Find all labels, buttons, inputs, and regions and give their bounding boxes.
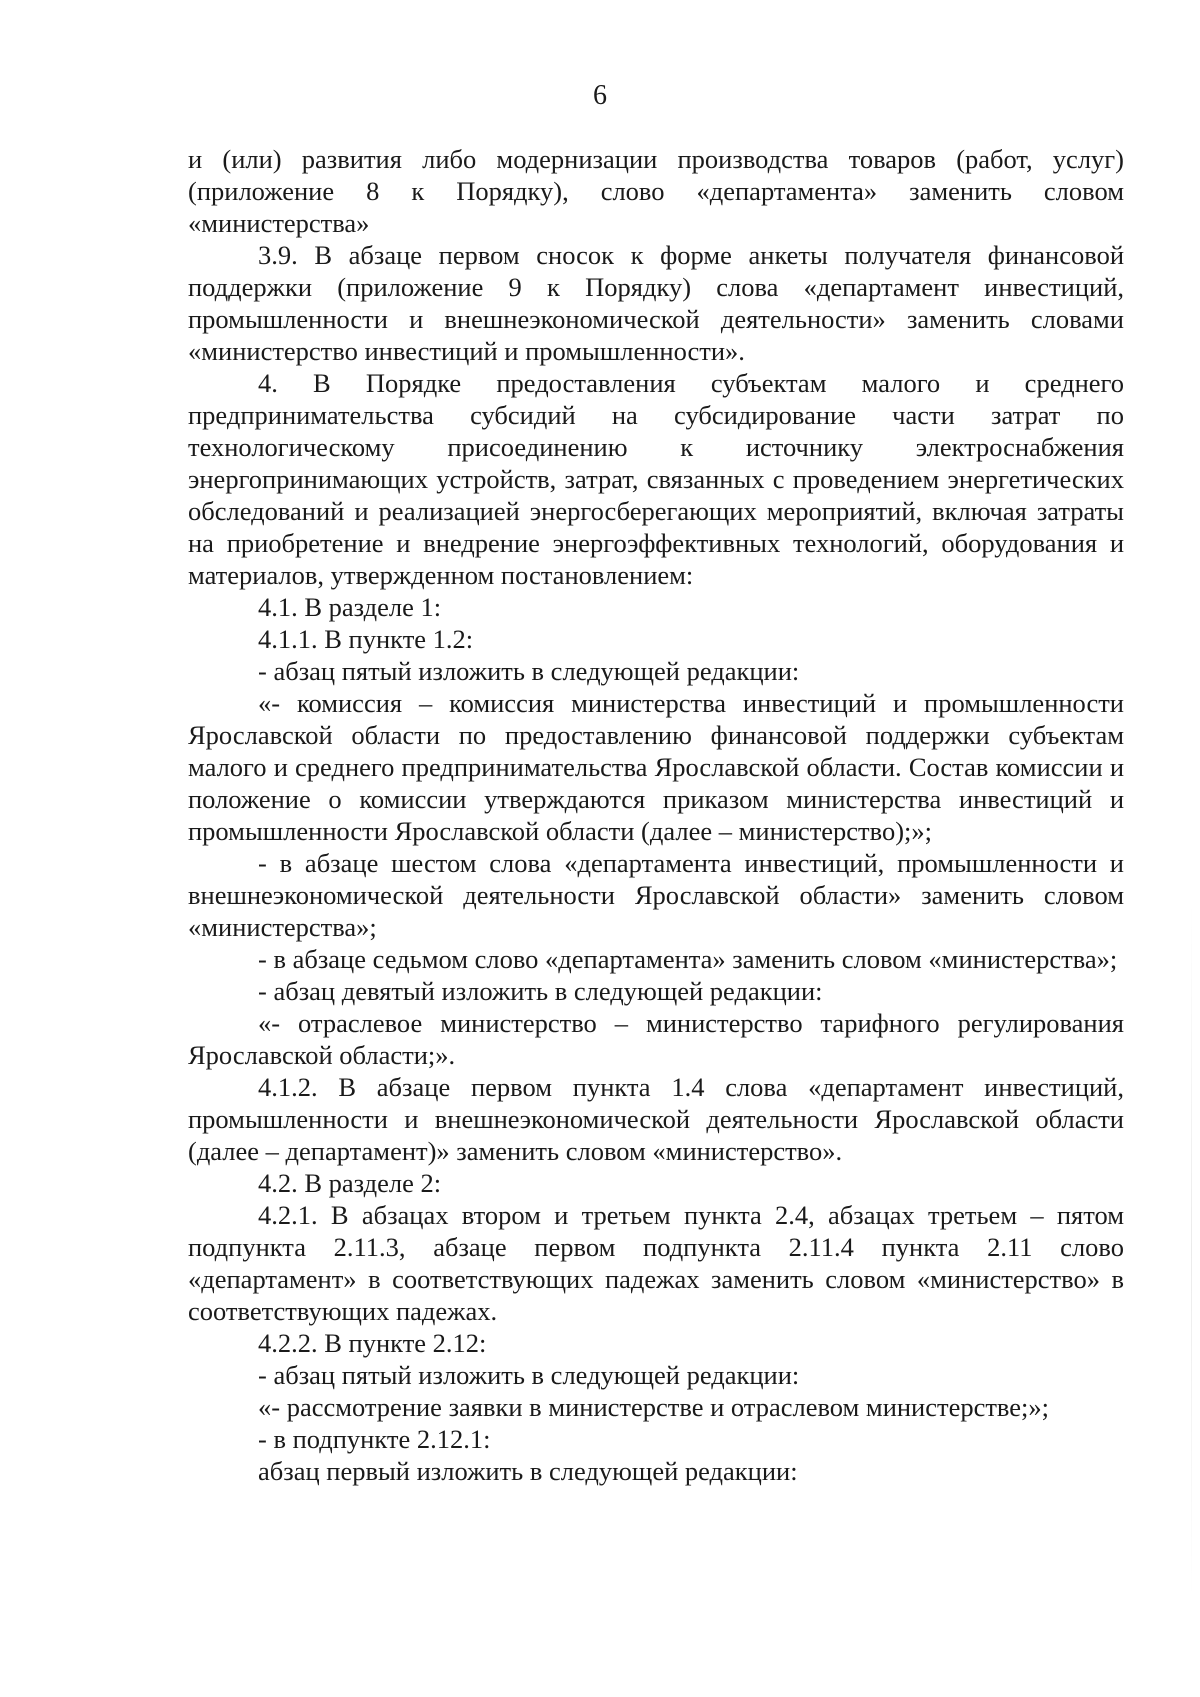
paragraph-14: 4.2.1. В абзацах втором и третьем пункта 2.4, абзацах третьем – пятом подпункта 2.11.3, абзаце первом подпункта 2.11.4 пункта 2.11 слово «департамент» в соответствующих падежах заменить словом «министерство» в соответствующих падежах.	[188, 1200, 1124, 1326]
paragraph-19: абзац первый изложить в следующей редакции:	[258, 1456, 798, 1486]
paragraph-6: - абзац пятый изложить в следующей редакции:	[258, 656, 800, 686]
paragraph-7: «- комиссия – комиссия министерства инвестиций и промышленности Ярославской области по предоставлению финансовой поддержки субъектам малого и среднего предпринимательства Ярославской области. Состав комиссии и положение о комиссии утверждаются приказом министерства инвестиций и промышленности Ярославской области (далее – министерство);»;	[188, 688, 1124, 846]
scan-edge-shadow	[1191, 900, 1192, 1600]
paragraph-1: и (или) развития либо модернизации производства товаров (работ, услуг) (приложение 8 к Порядку), слово «департамента» заменить словом «министерства»	[188, 144, 1124, 238]
paragraph-11: «- отраслевое министерство – министерство тарифного регулирования Ярославской области;».	[188, 1008, 1124, 1070]
paragraph-12: 4.1.2. В абзаце первом пункта 1.4 слова «департамент инвестиций, промышленности и внешнеэкономической деятельности Ярославской области (далее – департамент)» заменить словом «министерство».	[188, 1072, 1124, 1166]
paragraph-13: 4.2. В разделе 2:	[258, 1168, 442, 1198]
paragraph-15: 4.2.2. В пункте 2.12:	[258, 1328, 487, 1358]
page-number: 6	[593, 80, 607, 111]
paragraph-10: - абзац девятый изложить в следующей редакции:	[258, 976, 823, 1006]
paragraph-3: 4. В Порядке предоставления субъектам малого и среднего предпринимательства субсидий на субсидирование части затрат по технологическому присоединению к источнику электроснабжения энергопринимающих устройств, затрат, связанных с проведением энергетических обследований и реализацией энергосберегающих мероприятий, включая затраты на приобретение и внедрение энергоэффективных технологий, оборудования и материалов, утвержденном постановлением:	[188, 368, 1124, 590]
paragraph-5: 4.1.1. В пункте 1.2:	[258, 624, 474, 654]
paragraph-4: 4.1. В разделе 1:	[258, 592, 442, 622]
document-body	[188, 143, 1124, 1487]
paragraph-8: - в абзаце шестом слова «департамента инвестиций, промышленности и внешнеэкономической деятельности Ярославской области» заменить словом «министерства»;	[188, 848, 1124, 942]
paragraph-2: 3.9. В абзаце первом сносок к форме анкеты получателя финансовой поддержки (приложение 9 к Порядку) слова «департамент инвестиций, промышленности и внешнеэкономической деятельности» заменить словами «министерство инвестиций и промышленности».	[188, 240, 1124, 366]
paragraph-18: - в подпункте 2.12.1:	[258, 1424, 491, 1454]
paragraph-9: - в абзаце седьмом слово «департамента» заменить словом «министерства»;	[258, 944, 1118, 974]
paragraph-17: «- рассмотрение заявки в министерстве и отраслевом министерстве;»;	[258, 1392, 1050, 1422]
paragraph-16: - абзац пятый изложить в следующей редакции:	[258, 1360, 800, 1390]
